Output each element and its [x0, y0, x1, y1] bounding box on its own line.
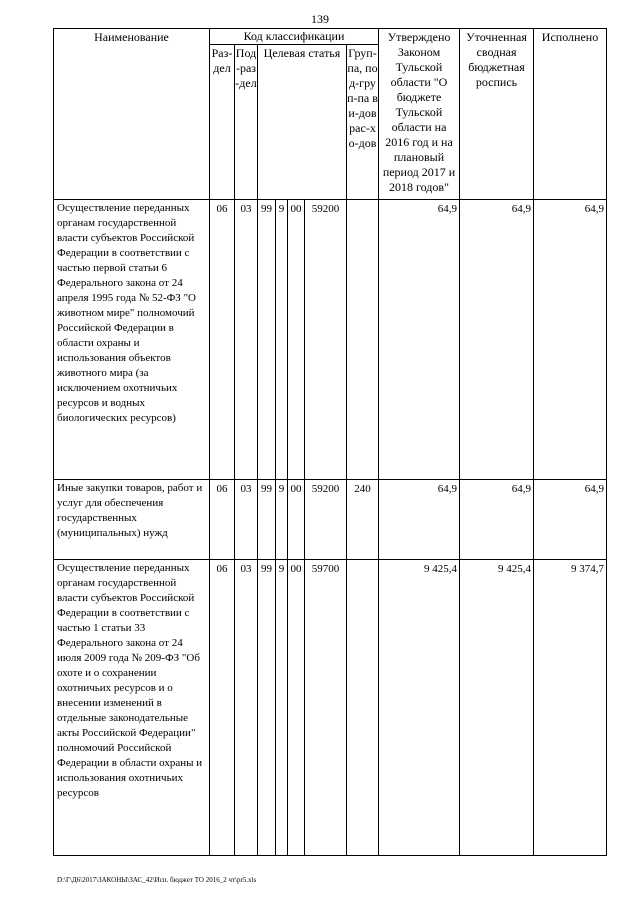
row-group [347, 200, 379, 480]
row-target-3: 00 [288, 200, 305, 480]
row-target-1: 99 [258, 480, 276, 560]
row-name: Иные закупки товаров, работ и услуг для обеспечения государственных (муниципальных) нужд [54, 480, 210, 560]
table-row [54, 200, 607, 480]
table-row [54, 480, 607, 560]
row-name: Осуществление переданных органам государственной власти субъектов Российской Федерации в соответствии с частью 1 статьи 33 Федерального закона от 24 июля 2009 года № 209-ФЗ "Об охоте и о сохранении охотничьих ресурсов и о внесении изменений в отдельные законодательные акты Российской Федерации" полномочий Российской Федерации в области охраны и использования охотничьих ресурсов [54, 560, 210, 856]
row-target-2: 9 [276, 200, 288, 480]
row-section: 06 [210, 560, 235, 856]
page-number: 139 [311, 12, 329, 26]
header-name: Наименование [54, 29, 210, 200]
row-executed: 9 374,7 [534, 560, 607, 856]
row-target-2: 9 [276, 480, 288, 560]
row-group [347, 560, 379, 856]
row-target-2: 9 [276, 560, 288, 856]
row-target-1: 99 [258, 200, 276, 480]
row-group: 240 [347, 480, 379, 560]
header-clarified: Уточненная сводная бюджетная роспись [460, 29, 534, 200]
row-target-3: 00 [288, 560, 305, 856]
row-target-3: 00 [288, 480, 305, 560]
row-approved: 9 425,4 [379, 560, 460, 856]
header-executed: Исполнено [534, 29, 607, 200]
row-target-4: 59200 [305, 200, 347, 480]
row-executed: 64,9 [534, 200, 607, 480]
budget-table [53, 28, 607, 856]
row-clarified: 64,9 [460, 480, 534, 560]
file-path-footer: D:\Г\Д6\2017\ЗАКОНЫ\ЗАС_42\Исп. бюджет ТО 2016_2 чт\pr5.xls [57, 876, 257, 884]
header-expense-group: Груп-па, под-груп-па ви-дов рас-хо-дов [347, 45, 379, 200]
row-clarified: 9 425,4 [460, 560, 534, 856]
row-name: Осуществление переданных органам государственной власти субъектов Российской Федерации в соответствии с частью первой статьи 6 Федерального закона от 24 апреля 1995 года № 52-ФЗ "О животном мире" полномочий Российской Федерации в области охраны и использования объектов животного мира (за исключением охотничьих ресурсов и водных биологических ресурсов) [54, 200, 210, 480]
row-subsection: 03 [235, 480, 258, 560]
header-target-item: Целевая статья [258, 45, 347, 200]
table-row [54, 560, 607, 856]
header-classification: Код классификации [210, 29, 379, 45]
row-target-4: 59700 [305, 560, 347, 856]
row-section: 06 [210, 200, 235, 480]
header-subsection: Под-раз-дел [235, 45, 258, 200]
row-target-1: 99 [258, 560, 276, 856]
header-approved: Утверждено Законом Тульской области "О бюджете Тульской области на 2016 год и на плановый период 2017 и 2018 годов" [379, 29, 460, 200]
header-row-1 [54, 29, 607, 45]
row-approved: 64,9 [379, 200, 460, 480]
row-subsection: 03 [235, 560, 258, 856]
row-clarified: 64,9 [460, 200, 534, 480]
row-approved: 64,9 [379, 480, 460, 560]
header-section: Раз-дел [210, 45, 235, 200]
row-subsection: 03 [235, 200, 258, 480]
row-target-4: 59200 [305, 480, 347, 560]
row-section: 06 [210, 480, 235, 560]
row-executed: 64,9 [534, 480, 607, 560]
